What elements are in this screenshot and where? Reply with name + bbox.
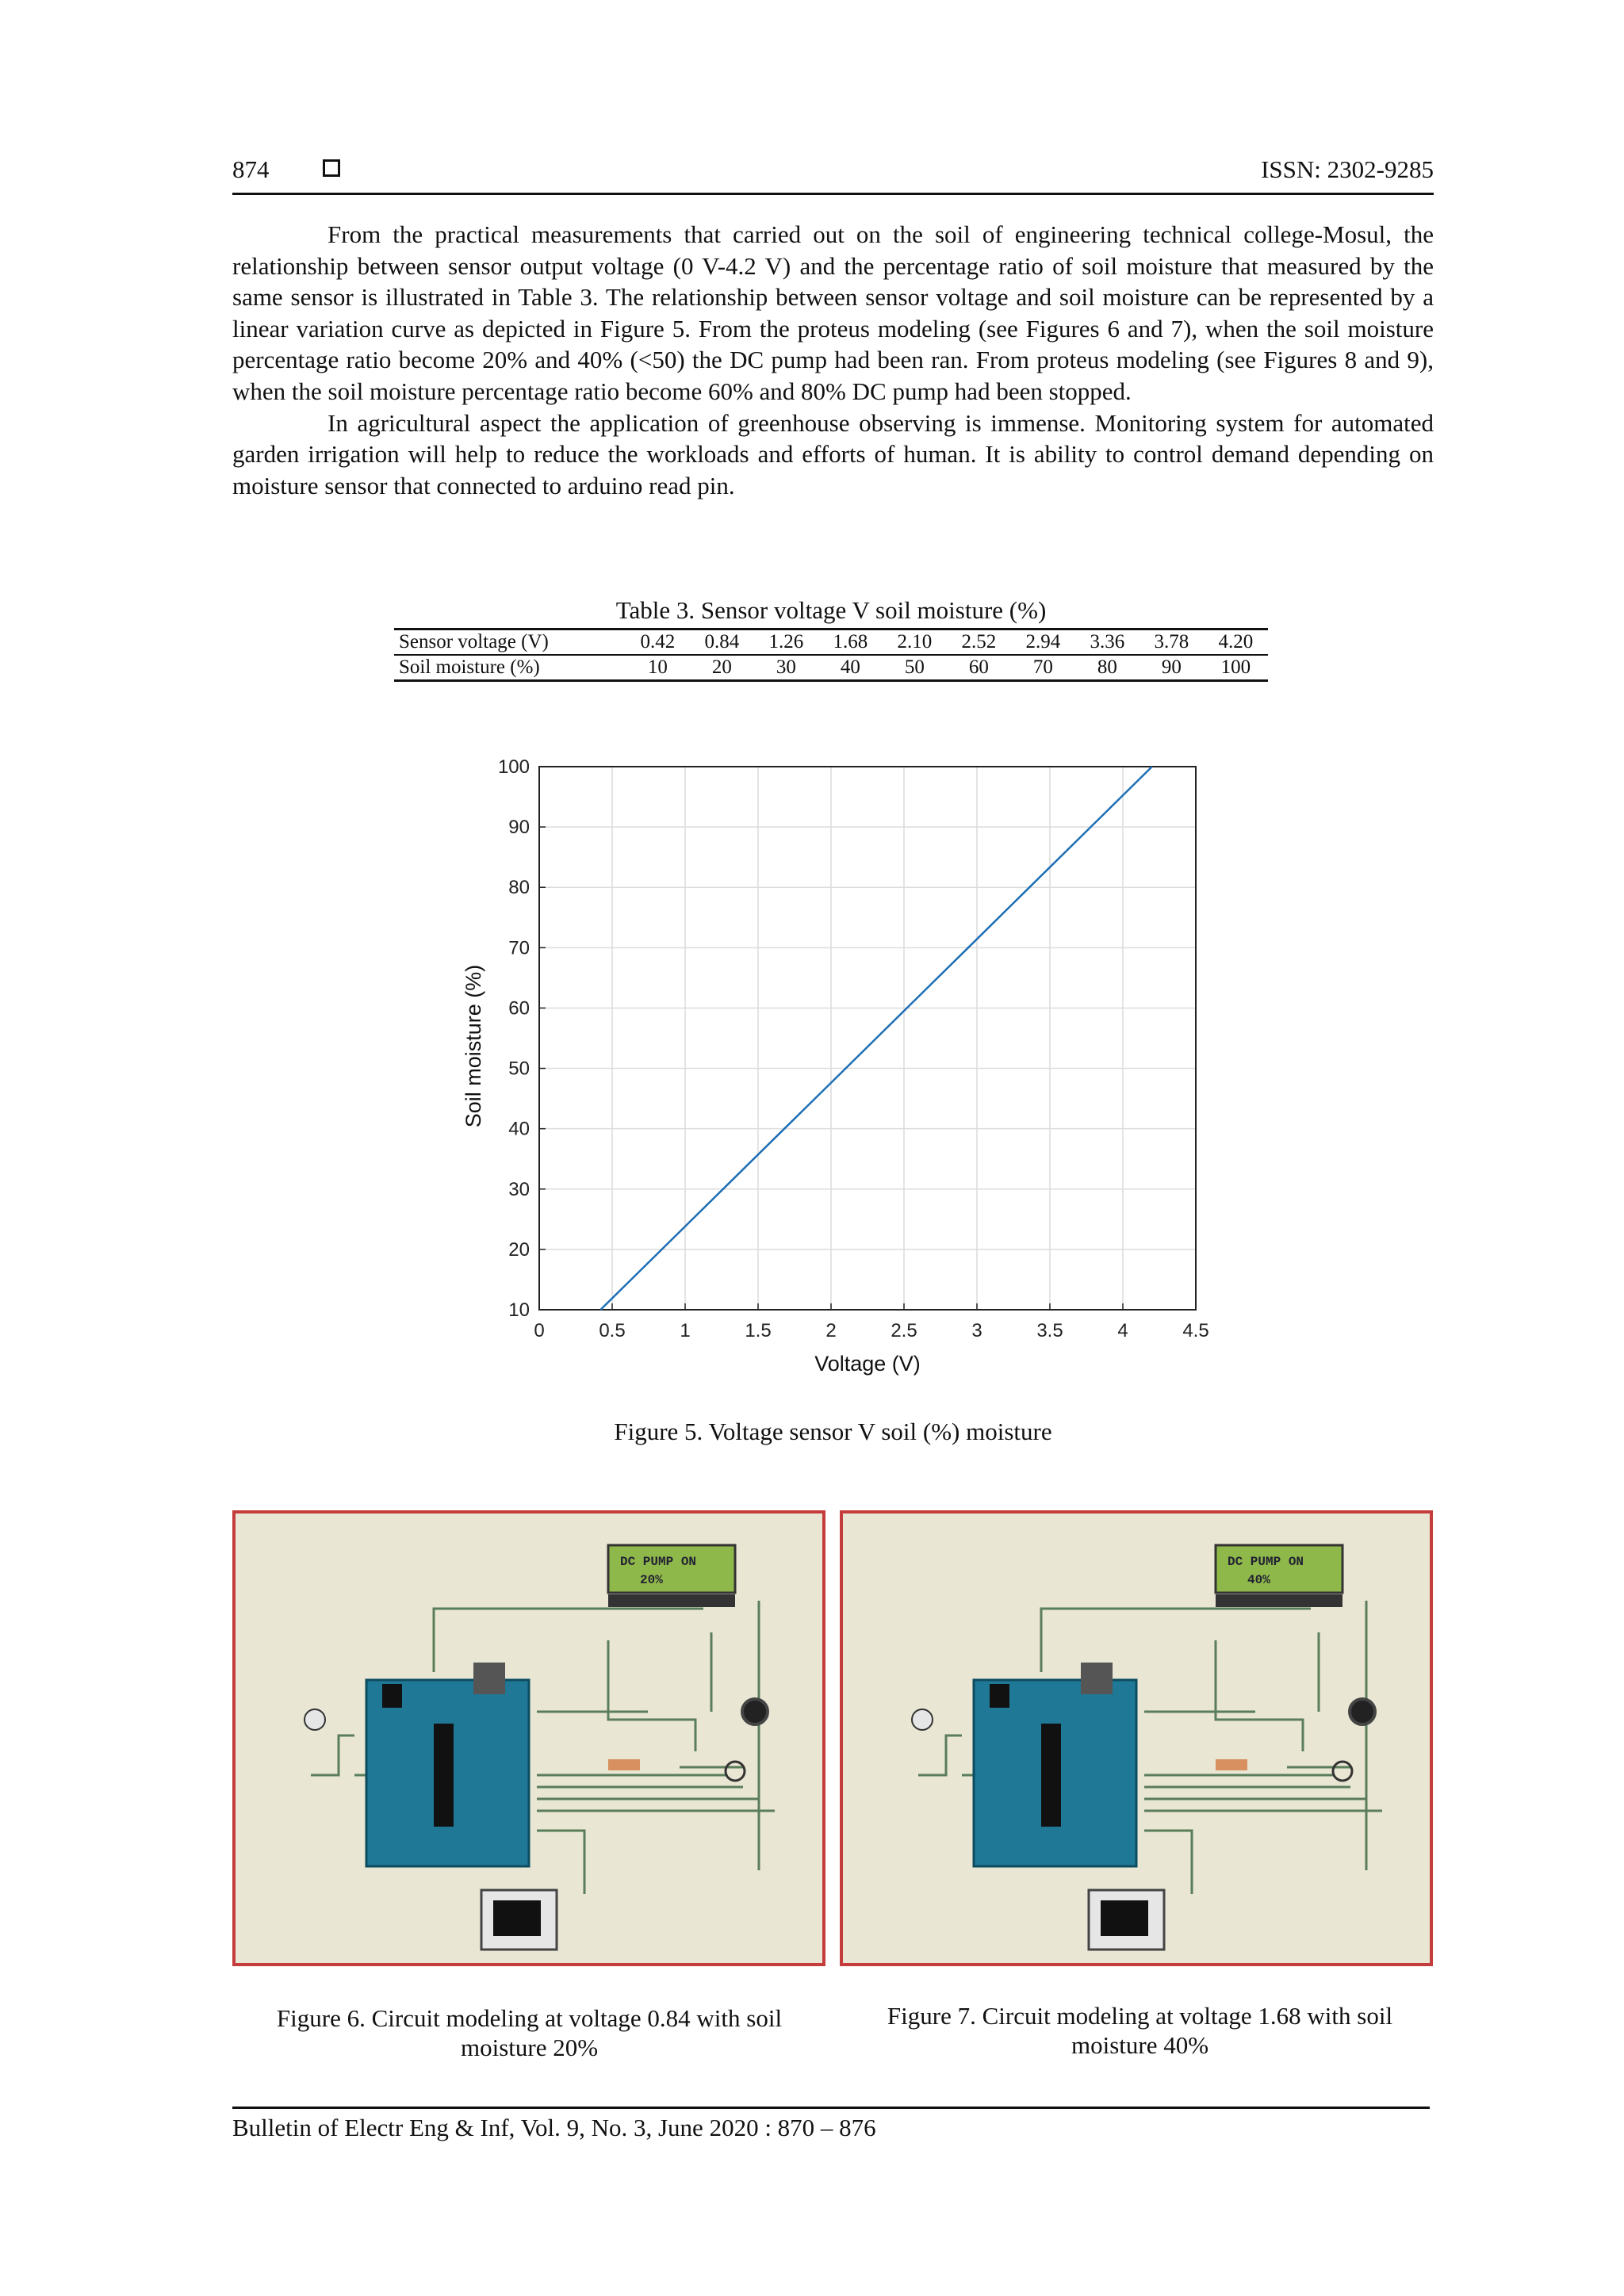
plot-area [539,767,1196,1310]
voltage-moisture-chart [444,749,1237,1383]
paragraph: In agricultural aspect the application of greenhouse observing is immense. Monitoring system for automated garden irrigation will help to reduce the workloads and efforts of human. It is ability to control demand depending on moisture sensor that connected to arduino read pin. [232,408,1434,499]
lcd-pins [1216,1594,1342,1607]
y-tick-label: 80 [508,877,530,899]
table-caption: Table 3. Sensor voltage V soil moisture (%) [615,596,1047,624]
transistor-icon [1333,1762,1352,1781]
svg-text:DC PUMP ON [620,1555,696,1569]
svg-text:DC PUMP ON [1228,1555,1304,1569]
y-tick-label: 30 [508,1178,530,1200]
sensor-icon [912,1709,933,1730]
row-label: Soil moisture (%) [399,656,540,678]
square-bullet-icon [323,159,340,177]
x-tick-label: 3 [971,1320,982,1341]
lcd-line-1: DC PUMP ON [1228,1555,1304,1569]
table-cell: 10 [647,656,668,678]
table-cell: 3.36 [1075,629,1139,656]
table-cell: 30 [776,656,796,678]
circuit-figure-7 [840,1510,1433,1966]
power-jack [990,1684,1009,1708]
x-tick-label: 2 [825,1320,837,1341]
x-axis-label: Voltage (V) [814,1352,921,1376]
microcontroller-chip [434,1724,454,1827]
table-cell: 60 [968,656,989,678]
y-tick-label: 10 [508,1299,530,1321]
circuit-schematic [236,1513,822,1963]
table-cell: 4.20 [1204,629,1268,656]
x-tick-label: 1.5 [745,1320,772,1341]
x-tick-label: 3.5 [1036,1320,1063,1341]
y-tick-label: 90 [508,817,530,839]
y-tick-label: 100 [497,756,530,778]
header-rule [232,193,1434,195]
resistor-icon [1216,1759,1247,1770]
figure-caption: Figure 5. Voltage sensor V soil (%) moisture [614,1418,1052,1445]
y-tick-label: 50 [508,1058,530,1080]
transistor-icon [726,1762,745,1781]
x-tick-label: 0.5 [599,1320,626,1341]
table-cell: 2.52 [947,629,1011,656]
table-cell: 20 [711,656,732,678]
motor-icon [1350,1699,1375,1724]
x-tick-label: 2.5 [891,1320,917,1341]
figure-caption: Figure 6. Circuit modeling at voltage 0.84 with soil moisture 20% [276,2004,783,2061]
svg-text:40% [1247,1573,1270,1587]
svg-text:20% [640,1573,663,1587]
x-tick-label: 4.5 [1182,1320,1209,1341]
lcd-display [1216,1545,1342,1593]
usb-port [473,1663,505,1694]
y-tick-label: 40 [508,1118,530,1140]
power-jack [382,1684,402,1708]
y-tick-label: 70 [508,937,530,959]
table-cell: 70 [1032,656,1053,678]
body-text [232,219,1434,501]
page-number: 874 [232,155,270,183]
table-row [394,655,1268,681]
paragraph: From the practical measurements that carried out on the soil of engineering technical college-Mosul, the relationship between sensor output voltage (0 V-4.2 V) and the percentage ratio of soil moisture that measured by the same sensor is illustrated in Table 3. The relationship between sensor voltage and soil moisture can be represented by a linear variation curve as depicted in Figure 5. From the proteus modeling (see Figures 6 and 7), when the soil moisture percentage ratio become 20% and 40% (<50) the DC pump had been ran. From proteus modeling (see Figures 8 and 9), when the soil moisture percentage ratio become 60% and 80% DC pump had been stopped. [232,220,1434,405]
lcd-pins [608,1594,735,1607]
motor-icon [742,1699,768,1724]
x-tick-label: 4 [1117,1320,1128,1341]
microcontroller-chip [1041,1724,1061,1827]
table-cell: 3.78 [1139,629,1204,656]
y-tick-label: 60 [508,997,530,1020]
table-cell: 50 [904,656,925,678]
issn: ISSN: 2302-9285 [1261,155,1434,183]
footer-text: Bulletin of Electr Eng & Inf, Vol. 9, No. 3, June 2020 : 870 – 876 [232,2114,876,2141]
lcd-line-2: 40% [1247,1573,1270,1587]
x-tick-label: 0 [534,1320,545,1341]
table-cell: 2.10 [883,629,947,656]
table-cell: 80 [1097,656,1117,678]
table-cell: 0.84 [690,629,754,656]
circuit-figure-6 [232,1510,825,1966]
table-cell: 100 [1220,656,1251,678]
resistor-icon [608,1759,640,1770]
usb-port [1081,1663,1113,1694]
data-table [394,628,1268,682]
table-cell: 1.68 [818,629,883,656]
table-cell: 2.94 [1011,629,1075,656]
row-label: Sensor voltage (V) [394,629,626,656]
table-cell: 1.26 [754,629,818,656]
lcd-display [608,1545,735,1593]
lcd-line-1: DC PUMP ON [620,1555,697,1569]
table-3 [394,596,1268,682]
footer-rule [232,2107,1430,2109]
table-row [394,629,1268,656]
figure-caption: Figure 7. Circuit modeling at voltage 1.68 with soil moisture 40% [887,2002,1393,2059]
x-tick-label: 1 [680,1320,691,1341]
lcd-line-2: 20% [640,1573,663,1587]
table-cell: 0.42 [626,629,690,656]
y-tick-label: 20 [508,1238,530,1261]
table-cell: 90 [1161,656,1182,678]
y-axis-label: Soil moisture (%) [462,964,485,1128]
sensor-icon [304,1709,325,1730]
table-cell: 40 [840,656,860,678]
circuit-schematic [843,1513,1430,1963]
